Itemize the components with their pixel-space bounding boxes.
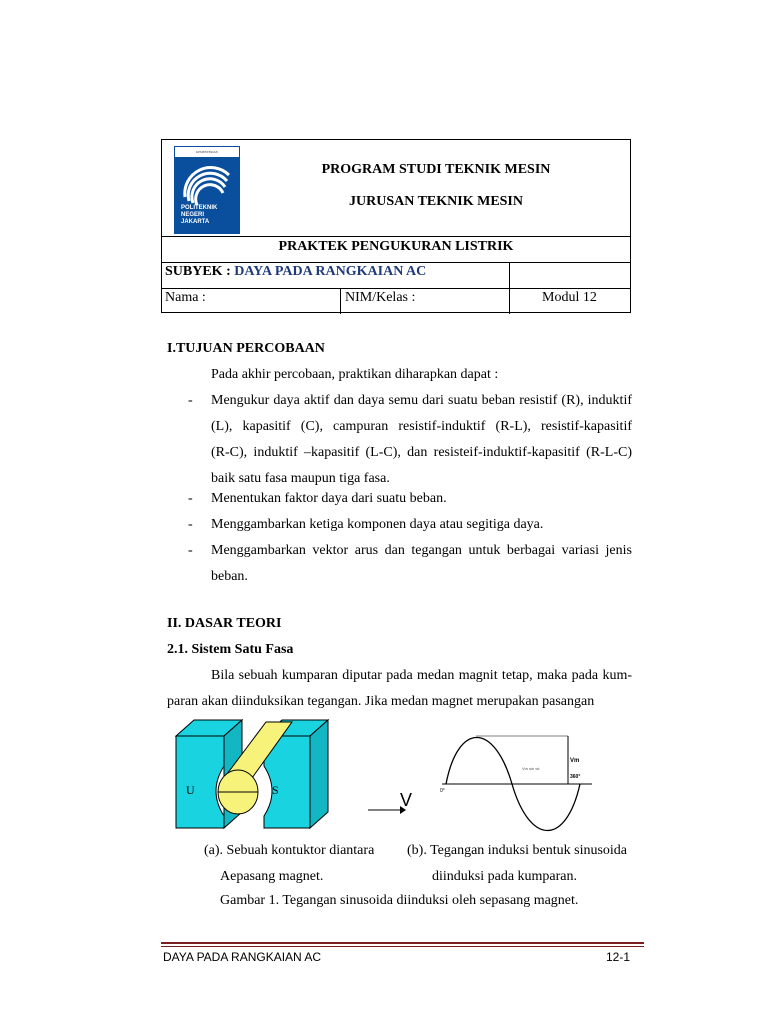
caption-b-line1: (b). Tegangan induksi bentuk sinusoida	[407, 843, 628, 858]
section2-subheading: 2.1. Sistem Satu Fasa	[167, 642, 294, 657]
praktek-title: PRAKTEK PENGUKURAN LISTRIK	[278, 239, 514, 254]
page-number: 12-1	[606, 950, 631, 964]
section1-intro: Pada akhir percobaan, praktikan diharapkan dapat :	[211, 367, 499, 382]
deg0-label: 0°	[440, 788, 445, 794]
logo-text: POLITEKNIK NEGERI JAKARTA	[181, 205, 218, 225]
nim-field: NIM/Kelas :	[345, 290, 416, 305]
bullet-mark: -	[188, 393, 193, 408]
jurusan-title: JURUSAN TEKNIK MESIN	[349, 194, 523, 209]
magnet-s-label: S	[272, 783, 279, 797]
bullet1-line4: baik satu fasa maupun tiga fasa.	[211, 471, 390, 486]
para-line2: paran akan diinduksikan tegangan. Jika medan magnet merupakan pasangan	[167, 694, 595, 709]
bullet2: Menentukan faktor daya dari suatu beban.	[211, 491, 447, 506]
header-table	[161, 139, 631, 313]
caption-a-line1: (a). Sebuah kontuktor diantara	[204, 843, 375, 858]
nama-field: Nama :	[165, 290, 206, 305]
footer-title: DAYA PADA RANGKAIAN AC	[163, 950, 322, 964]
bullet-mark: -	[188, 543, 193, 558]
vm-label: Vm	[570, 758, 580, 764]
bullet-mark: -	[188, 491, 193, 506]
magnet-figure	[172, 716, 332, 834]
figure-caption: Gambar 1. Tegangan sinusoida diinduksi oleh sepasang magnet.	[220, 893, 579, 908]
bullet1-line1: Mengukur daya aktif dan daya semu dari suatu beban resistif (R), induktif	[211, 393, 632, 408]
program-title: PROGRAM STUDI TEKNIK MESIN	[321, 162, 551, 177]
footer-rule	[161, 942, 644, 944]
bullet-mark: -	[188, 517, 193, 532]
arrow-label: V	[400, 790, 413, 810]
section1-heading: I.TUJUAN PERCOBAAN	[167, 341, 325, 356]
modul-field: Modul 12	[542, 290, 597, 305]
subyek-sep: :	[222, 264, 235, 279]
sine-figure	[436, 728, 596, 834]
caption-a-line2: Aepasang magnet.	[220, 869, 324, 884]
bullet4-line2: beban.	[211, 569, 248, 584]
bullet4-line1: Menggambarkan vektor arus dan tegangan untuk berbagai variasi jenis	[211, 543, 632, 558]
logo-arcs-icon	[175, 157, 239, 207]
para-line1: Bila sebuah kumparan diputar pada medan magnit tetap, maka pada kum-	[211, 668, 632, 683]
logo-caption: KEMENTERIAN	[175, 147, 239, 157]
magnet-u-label: U	[186, 783, 195, 797]
section2-heading: II. DASAR TEORI	[167, 616, 282, 631]
subyek-row	[165, 264, 426, 280]
subyek-label: SUBYEK	[165, 264, 223, 279]
subyek-value: DAYA PADA RANGKAIAN AC	[234, 264, 427, 279]
footer-rule	[161, 946, 644, 947]
deg360-label: 360°	[570, 774, 581, 780]
bullet1-line3: (R-C), induktif –kapasitif (L-C), dan resisteif-induktif-kapasitif (R-L-C)	[211, 445, 632, 460]
sin-label: Vm sin wt	[522, 766, 540, 771]
institution-logo	[174, 146, 240, 234]
caption-b-line2: diinduksi pada kumparan.	[432, 869, 578, 884]
arrow-icon	[366, 786, 416, 816]
bullet1-line2: (L), kapasitif (C), campuran resistif-induktif (R-L), resistif-kapasitif	[211, 419, 632, 434]
bullet3: Menggambarkan ketiga komponen daya atau segitiga daya.	[211, 517, 544, 532]
